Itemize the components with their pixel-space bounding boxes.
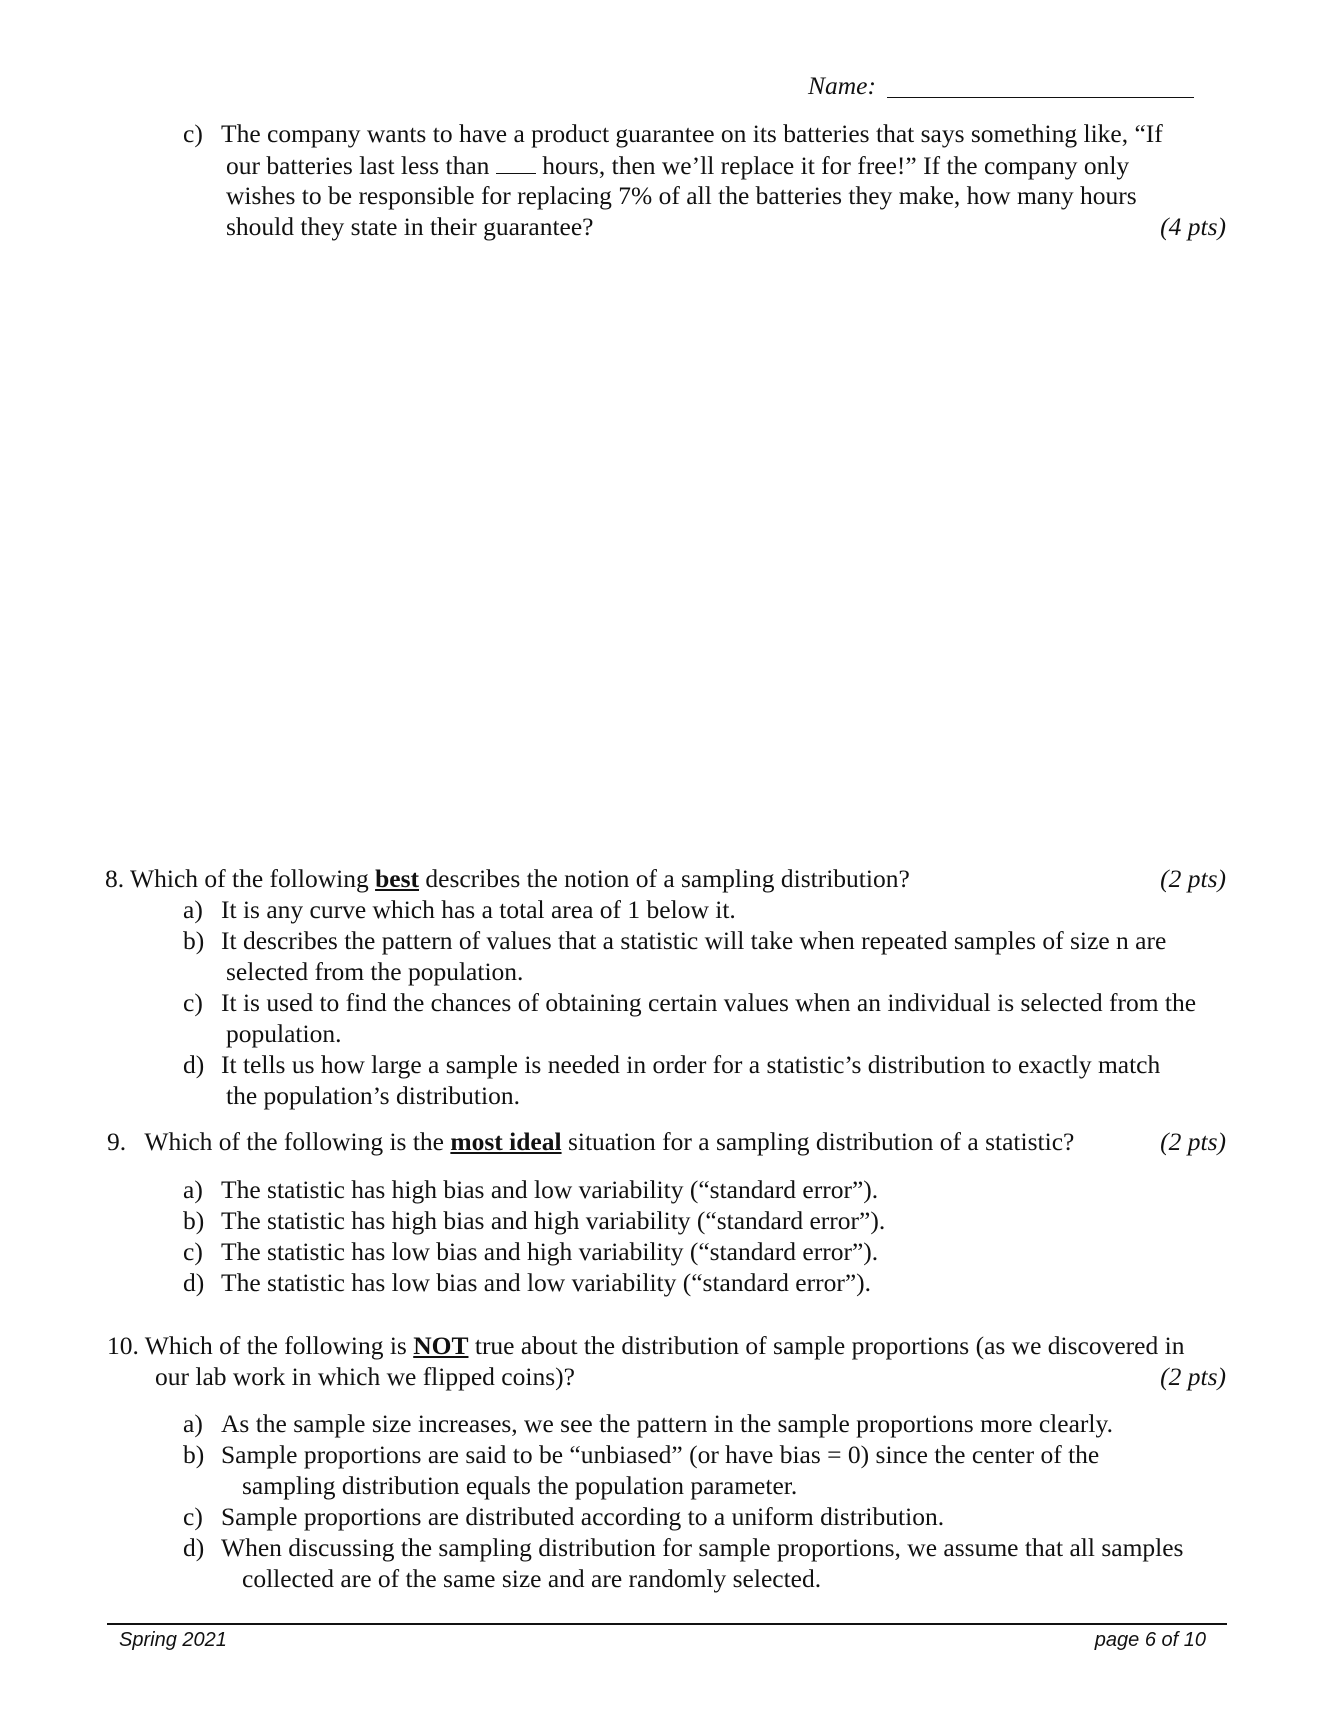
page-number: page 6 of 10 bbox=[1094, 1629, 1206, 1651]
question-text: hours, then we’ll replace it for free!” If the company only bbox=[542, 151, 1130, 180]
question-text: Which of the following is the bbox=[144, 1127, 444, 1156]
question-text: our batteries last less than bbox=[226, 151, 490, 180]
question-number: 10. bbox=[107, 1331, 139, 1360]
option-marker: a) bbox=[183, 895, 203, 924]
question-text: describes the notion of a sampling distribution? bbox=[425, 864, 910, 893]
emphasis-text: most ideal bbox=[450, 1127, 562, 1156]
points-label: (2 pts) bbox=[1160, 864, 1226, 893]
answer-workspace[interactable] bbox=[100, 250, 1226, 850]
option-marker: b) bbox=[183, 926, 205, 955]
option-marker: a) bbox=[183, 1175, 203, 1204]
question-text-line: wishes to be responsible for replacing 7% of all the batteries they make, how many hours bbox=[226, 181, 1137, 210]
footer-rule bbox=[107, 1623, 1227, 1625]
question-text-line bbox=[226, 149, 1129, 181]
footer-term: Spring 2021 bbox=[119, 1629, 227, 1651]
option-marker: d) bbox=[183, 1533, 205, 1562]
option-text: It is any curve which has a total area of 1 below it. bbox=[221, 895, 736, 924]
question-text: true about the distribution of sample proportions (as we discovered in bbox=[474, 1331, 1185, 1360]
option-text: It describes the pattern of values that a statistic will take when repeated samples of size n are bbox=[221, 926, 1167, 955]
option-text: Sample proportions are distributed according to a uniform distribution. bbox=[221, 1502, 945, 1531]
option-text: selected from the population. bbox=[226, 957, 524, 986]
question-stem bbox=[105, 863, 910, 894]
option-marker: a) bbox=[183, 1409, 203, 1438]
option-marker: d) bbox=[183, 1050, 205, 1079]
option-marker: c) bbox=[183, 119, 203, 148]
question-text: Which of the following is bbox=[144, 1331, 407, 1360]
option-text: sampling distribution equals the population parameter. bbox=[242, 1471, 798, 1500]
option-text: When discussing the sampling distribution for sample proportions, we assume that all samples bbox=[221, 1533, 1184, 1562]
option-marker: c) bbox=[183, 1237, 203, 1266]
question-text-line: The company wants to have a product guarantee on its batteries that says something like, “If bbox=[221, 119, 1163, 148]
option-text: collected are of the same size and are randomly selected. bbox=[242, 1564, 822, 1593]
question-text: situation for a sampling distribution of a statistic? bbox=[567, 1127, 1075, 1156]
option-marker: b) bbox=[183, 1206, 205, 1235]
option-text: The statistic has high bias and low variability (“standard error”). bbox=[221, 1175, 879, 1204]
question-stem bbox=[107, 1330, 1184, 1361]
option-text: The statistic has low bias and high variability (“standard error”). bbox=[221, 1237, 879, 1266]
question-number: 8. bbox=[105, 864, 125, 893]
question-text-line: should they state in their guarantee? bbox=[226, 212, 594, 241]
option-text: the population’s distribution. bbox=[226, 1081, 520, 1110]
emphasis-text: NOT bbox=[413, 1331, 469, 1360]
option-text: The statistic has low bias and low variability (“standard error”). bbox=[221, 1268, 872, 1297]
points-label: (2 pts) bbox=[1160, 1127, 1226, 1156]
question-stem bbox=[107, 1126, 1074, 1157]
question-text: Which of the following bbox=[130, 864, 369, 893]
option-marker: c) bbox=[183, 988, 203, 1017]
option-text: It is used to find the chances of obtaining certain values when an individual is selected from the bbox=[221, 988, 1197, 1017]
option-text: As the sample size increases, we see the pattern in the sample proportions more clearly. bbox=[221, 1409, 1113, 1438]
question-text-line: our lab work in which we flipped coins)? bbox=[155, 1362, 575, 1391]
points-label: (4 pts) bbox=[1160, 212, 1226, 241]
option-text: population. bbox=[226, 1019, 342, 1048]
name-blank-line[interactable] bbox=[887, 97, 1194, 98]
option-text: Sample proportions are said to be “unbiased” (or have bias = 0) since the center of the bbox=[221, 1440, 1100, 1469]
option-marker: d) bbox=[183, 1268, 205, 1297]
option-text: It tells us how large a sample is needed in order for a statistic’s distribution to exactly match bbox=[221, 1050, 1161, 1079]
emphasis-text: best bbox=[375, 864, 419, 893]
points-label: (2 pts) bbox=[1160, 1362, 1226, 1391]
option-marker: b) bbox=[183, 1440, 205, 1469]
name-label: Name: bbox=[808, 71, 876, 100]
question-number: 9. bbox=[107, 1127, 127, 1156]
option-marker: c) bbox=[183, 1502, 203, 1531]
answer-blank[interactable] bbox=[496, 149, 536, 174]
option-text: The statistic has high bias and high variability (“standard error”). bbox=[221, 1206, 886, 1235]
